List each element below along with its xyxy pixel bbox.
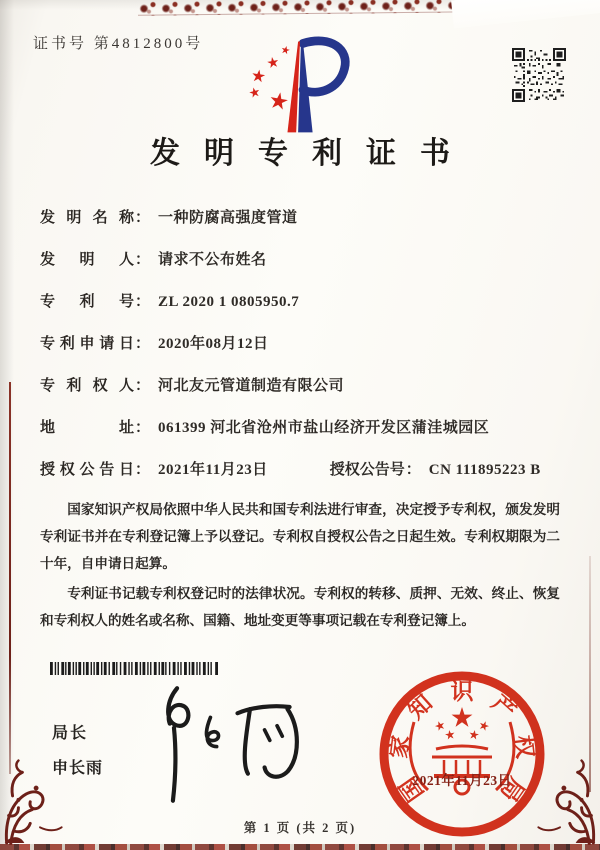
svg-text:权: 权	[510, 733, 538, 760]
photo-fold-highlight	[451, 0, 600, 28]
field-value: 请求不公布姓名	[158, 252, 267, 268]
page-title: 发明专利证书	[150, 137, 474, 170]
field-value: ZL 2020 1 0805950.7	[158, 294, 300, 310]
field-row-patentee	[40, 374, 570, 416]
field-row-address	[40, 416, 570, 458]
logo-spike-blue	[298, 41, 313, 132]
barcode	[50, 662, 218, 675]
legal-paragraph-2: 专利证书记载专利权登记时的法律状况。专利权的转移、质押、无效、终止、恢复和专利权人的姓名或名称、国籍、地址变更等事项记载在专利登记簿上。	[40, 586, 560, 628]
field-colon: ：	[135, 420, 151, 436]
field-colon: ：	[135, 210, 151, 226]
field-label: 专利号	[40, 294, 134, 310]
legal-text	[40, 496, 560, 637]
bottom-border-edge	[0, 844, 600, 850]
field-row-inventor	[40, 248, 570, 290]
field-colon: ：	[135, 378, 151, 394]
field-value: 061399 河北省沧州市盐山经济开发区蒲洼城园区	[158, 420, 490, 436]
grant-no-label: 授权公告号	[329, 462, 405, 478]
grant-date-value: 2021年11月23日	[158, 462, 268, 478]
left-border-line	[9, 382, 11, 774]
field-label: 专利权人	[40, 378, 134, 394]
officer-name: 申长雨	[52, 760, 104, 777]
field-row-invention-name	[40, 206, 570, 248]
svg-text:产: 产	[486, 690, 521, 724]
grant-row	[40, 458, 570, 500]
field-label: 发明人	[40, 252, 134, 268]
seal-date: 2021年11月23日	[412, 773, 512, 788]
top-border-ornament	[138, 0, 473, 16]
field-colon: ：	[135, 336, 151, 352]
legal-paragraph-1: 国家知识产权局依照中华人民共和国专利法进行审查，决定授予专利权，颁发发明专利证书并在专利登记簿上予以登记。专利权自授权公告之日起生效。专利权期限为二十年，自申请日起算。	[40, 502, 560, 571]
certificate-number: 证书号 第4812800号	[33, 36, 204, 52]
field-value: 2020年08月12日	[158, 336, 269, 352]
field-label: 发明名称	[40, 210, 134, 226]
field-value: 河北友元管道制造有限公司	[158, 378, 345, 394]
grant-date-label: 授权公告日	[40, 462, 134, 478]
field-row-filing-date	[40, 332, 570, 374]
qr-code	[512, 46, 566, 104]
officer-title: 局长	[52, 725, 89, 742]
field-row-patent-no	[40, 290, 570, 332]
logo-p-bowl	[303, 41, 345, 92]
page-number: 第 1 页 (共 2 页)	[243, 821, 357, 835]
svg-text:家: 家	[386, 733, 414, 760]
field-colon: ：	[135, 294, 151, 310]
svg-text:识: 识	[450, 679, 474, 704]
svg-text:国: 国	[394, 772, 429, 806]
field-colon: ：	[135, 462, 151, 478]
grant-no-value: CN 111895223 B	[428, 462, 541, 478]
field-list	[40, 206, 570, 500]
field-label: 专利申请日	[40, 336, 134, 352]
corner-flourish-left	[2, 737, 82, 845]
cnipa-logo	[243, 34, 359, 134]
logo-spike-red	[287, 41, 300, 132]
field-colon: ：	[135, 252, 151, 268]
logo-stars	[248, 45, 290, 110]
field-colon: ：	[405, 462, 421, 478]
field-value: 一种防腐高强度管道	[158, 210, 298, 226]
svg-text:知: 知	[403, 690, 438, 724]
svg-text:局: 局	[495, 772, 530, 806]
field-label: 地址	[40, 420, 134, 436]
director-signature	[140, 682, 310, 807]
corner-flourish-right	[518, 737, 598, 845]
